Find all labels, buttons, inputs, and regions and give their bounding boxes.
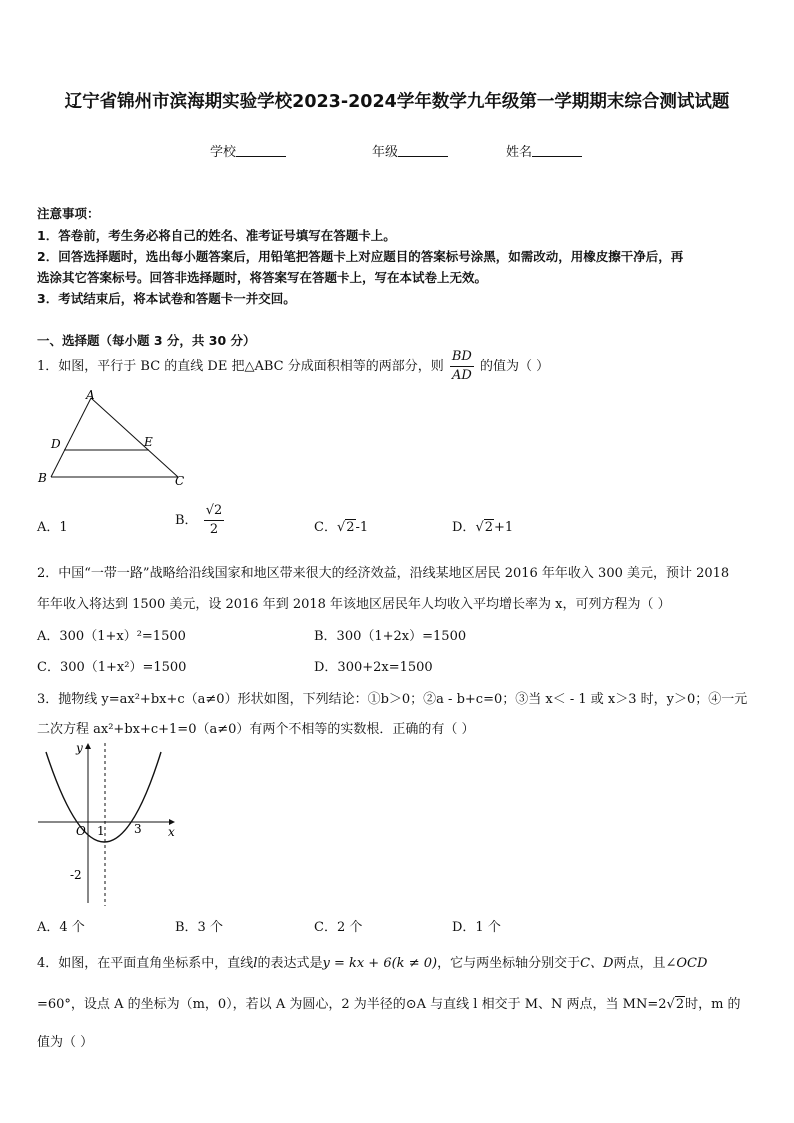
name-label: 姓名 bbox=[506, 145, 533, 160]
label-e: E bbox=[144, 435, 153, 449]
grade-blank bbox=[398, 144, 448, 157]
q3-option-c[interactable]: C．2 个 bbox=[314, 920, 363, 935]
label-b: B bbox=[38, 471, 47, 485]
q1-opt-c-rad: 2 bbox=[346, 520, 355, 535]
grade-label: 年级 bbox=[372, 145, 399, 160]
note-2a: 2．回答选择题时，选出每小题答案后，用铅笔把答题卡上对应题目的答案标号涂黑，如需改动，用橡皮擦干净后，再 bbox=[37, 249, 684, 264]
q1-option-a[interactable]: A．1 bbox=[37, 520, 68, 535]
q4-text-a: 4．如图，在平面直角坐标系中，直线 bbox=[37, 956, 254, 971]
school-label: 学校 bbox=[210, 145, 237, 160]
q4-text-e: =60°，设点 A 的坐标为（m，0），若以 A 为圆心，2 为半径的⊙A 与直线 l 相交于 M、N 两点，当 MN=2 bbox=[37, 997, 667, 1012]
note-1: 1．答卷前，考生务必将自己的姓名、准考证号填写在答题卡上。 bbox=[37, 228, 396, 243]
q2-option-b[interactable]: B．300（1+2x）=1500 bbox=[314, 629, 467, 644]
q4-cd: C、D bbox=[580, 956, 614, 971]
q1-text-a: 1．如图，平行于 BC 的直线 DE 把△ABC 分成面积相等的两部分，则 bbox=[37, 359, 444, 374]
q4-text-f: 时，m 的 bbox=[685, 997, 741, 1012]
name-blank bbox=[532, 144, 582, 157]
grade-field bbox=[372, 141, 448, 160]
y-label: y bbox=[76, 741, 83, 755]
q1-option-d[interactable] bbox=[452, 516, 513, 535]
q1-text-b: 的值为（ ） bbox=[479, 359, 550, 374]
q2-line-1: 2．中国“一带一路”战略给沿线国家和地区带来很大的经济效益，沿线某地区居民 2016 年年收入 300 美元，预计 2018 bbox=[37, 566, 730, 581]
q4-text-b: 的表达式是 bbox=[257, 956, 323, 971]
note-2b: 选涂其它答案标号。回答非选择题时，将答案写在答题卡上，写在本试卷上无效。 bbox=[37, 270, 488, 285]
q1-opt-d-suffix: +1 bbox=[494, 520, 514, 535]
q1-frac-num: BD bbox=[450, 348, 474, 367]
q4-line-3: 值为（ ） bbox=[37, 1035, 94, 1050]
q1-option-b[interactable] bbox=[175, 502, 226, 539]
q1-opt-b-num: √2 bbox=[204, 502, 225, 521]
q1-opt-d-sqrt: √2 bbox=[475, 520, 494, 535]
question-1-text bbox=[37, 348, 549, 385]
q3-line-1: 3．抛物线 y=ax²+bx+c（a≠0）形状如图，下列结论：①b＞0；②a - b+c=0；③当 x＜ - 1 或 x＞3 时，y＞0；④一元 bbox=[37, 692, 748, 707]
q1-opt-d-prefix: D． bbox=[452, 520, 476, 535]
q1-opt-d-rad: 2 bbox=[484, 520, 494, 535]
q4-line-1 bbox=[37, 952, 707, 971]
q1-frac-den: AD bbox=[451, 368, 472, 383]
q4-ocd: OCD bbox=[676, 956, 708, 971]
q3-option-b[interactable]: B．3 个 bbox=[175, 920, 223, 935]
origin-label: O bbox=[76, 824, 86, 838]
q2-option-d[interactable]: D．300+2x=1500 bbox=[314, 660, 433, 675]
q4-text-d: 两点，且∠ bbox=[613, 956, 677, 971]
q1-opt-c-sqrt: √2 bbox=[336, 520, 355, 535]
q4-mn-rad: 2 bbox=[675, 997, 685, 1012]
q1-opt-b-prefix: B． bbox=[175, 513, 198, 528]
parabola-figure bbox=[34, 738, 184, 908]
school-field bbox=[210, 141, 286, 160]
q4-text-c: ，它与两坐标轴分别交于 bbox=[437, 956, 581, 971]
label-c: C bbox=[175, 474, 185, 488]
name-field bbox=[506, 141, 582, 160]
q1-opt-b-den: 2 bbox=[209, 522, 219, 537]
note-3: 3．考试结束后，将本试卷和答题卡一并交回。 bbox=[37, 291, 296, 306]
tick-3: 3 bbox=[134, 822, 142, 836]
section-heading: 一、选择题（每小题 3 分，共 30 分） bbox=[37, 333, 256, 348]
q1-opt-c-prefix: C． bbox=[314, 520, 337, 535]
q4-formula: y = kx + 6(k ≠ 0) bbox=[322, 956, 438, 971]
q2-line-2: 年年收入将达到 1500 美元，设 2016 年到 2018 年该地区居民年人均收入平均增长率为 x，可列方程为（ ） bbox=[37, 597, 671, 612]
q4-line-l: l bbox=[253, 956, 258, 971]
label-a: A bbox=[86, 388, 95, 402]
page-title: 辽宁省锦州市滨海期实验学校2023-2024学年数学九年级第一学期期末综合测试试题 bbox=[64, 92, 730, 112]
school-blank bbox=[236, 144, 286, 157]
q4-mn-sqrt: √2 bbox=[666, 997, 685, 1012]
notes-heading: 注意事项： bbox=[37, 206, 100, 221]
x-label: x bbox=[168, 825, 175, 839]
tick-1: 1 bbox=[97, 824, 105, 838]
q2-option-c[interactable]: C．300（1+x²）=1500 bbox=[37, 660, 187, 675]
q4-line-2 bbox=[37, 993, 741, 1012]
q3-line-2: 二次方程 ax²+bx+c+1=0（a≠0）有两个不相等的实数根．正确的有（ ） bbox=[37, 722, 475, 737]
q1-opt-b-frac bbox=[204, 502, 225, 539]
tick-neg-2: -2 bbox=[70, 868, 82, 882]
label-d: D bbox=[51, 437, 61, 451]
side-ac bbox=[91, 398, 178, 477]
q2-option-a[interactable]: A．300（1+x）²=1500 bbox=[37, 629, 186, 644]
q1-fraction bbox=[450, 348, 474, 385]
q1-opt-c-suffix: -1 bbox=[355, 520, 369, 535]
q3-option-a[interactable]: A．4 个 bbox=[37, 920, 85, 935]
triangle-figure bbox=[34, 388, 194, 488]
q3-option-d[interactable]: D．1 个 bbox=[452, 920, 501, 935]
q1-option-c[interactable] bbox=[314, 516, 368, 535]
